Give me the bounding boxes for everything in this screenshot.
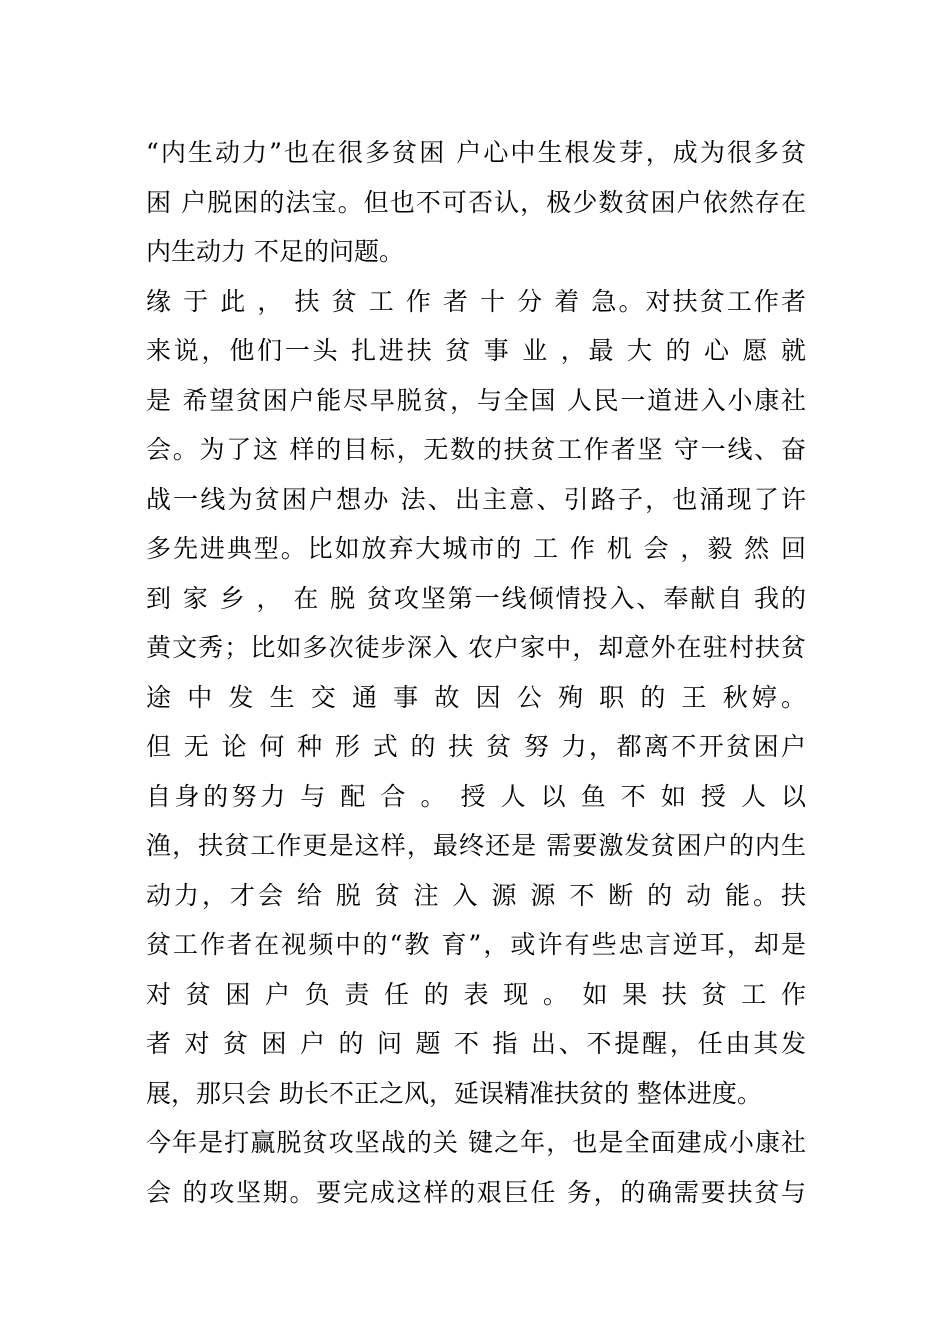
text-line: 展，那只会 助长不正之风，延误精准扶贫的 整体进度。 (146, 1078, 762, 1108)
text-line: 缘 于 此 ， 扶 贫 工 作 者 十 分 着 急。对扶贫工作者 (146, 286, 806, 316)
text-line: 会。为了这 样的目标，无数的扶贫工作者坚 守一线、奋 (146, 435, 806, 464)
text-line: 自身的努力 与 配 合 。 授 人 以 鱼 不 如 授 人 以 (146, 781, 806, 811)
text-line: 贫工作者在视频中的“教 育”，或许有些忠言逆耳，却是 (146, 930, 806, 959)
text-line: 渔，扶贫工作更是这样，最终还是 需要激发贫困户的内生 (146, 831, 806, 860)
text-line: 今年是打赢脱贫攻坚战的关 键之年，也是全面建成小康社 (146, 1128, 806, 1157)
text-line: 黄文秀；比如多次徒步深入 农户家中，却意外在驻村扶贫 (146, 633, 806, 662)
text-line: 途 中 发 生 交 通 事 故 因 公 殉 职 的 王 秋婷。 (146, 682, 806, 712)
text-line: 对 贫 困 户 负 责 任 的 表 现 。 如 果 扶 贫 工 作 (146, 979, 806, 1009)
text-line: 战一线为贫困户想办 法、出主意、引路子，也涌现了许 (146, 484, 806, 514)
text-line: 动力，才会 给 脱 贫 注 入 源 源 不 断 的 动 能。扶 (146, 880, 806, 910)
text-line: 困 户脱困的法宝。但也不可否认，极少数贫困户依然存在 (146, 187, 806, 217)
text-line: 来说，他们一头 扎进扶 贫 事 业 ，最 大 的 心 愿 就 (146, 336, 806, 365)
text-line: 会 的攻坚期。要完成这样的艰巨任 务，的确需要扶贫与 (146, 1177, 806, 1207)
text-line: 多先进典型。比如放弃大城市的 工 作 机 会 ，毅 然 回 (146, 534, 806, 563)
text-line: 内生动力 不足的问题。 (146, 237, 404, 266)
text-line: 者 对 贫 困 户 的 问 题 不 指 出、不提醒，任由其发 (146, 1029, 806, 1058)
text-line: “内生动力”也在很多贫困 户心中生根发芽，成为很多贫 (146, 138, 806, 167)
article-body (146, 128, 806, 1217)
text-line: 到 家 乡 ， 在 脱 贫攻坚第一线倾情投入、奉献自 我的 (146, 583, 806, 613)
text-line: 是 希望贫困户能尽早脱贫，与全国 人民一道进入小康社 (146, 385, 806, 415)
text-line: 但 无 论 何 种 形 式 的 扶 贫 努 力，都离不开贫困户 (146, 732, 806, 761)
